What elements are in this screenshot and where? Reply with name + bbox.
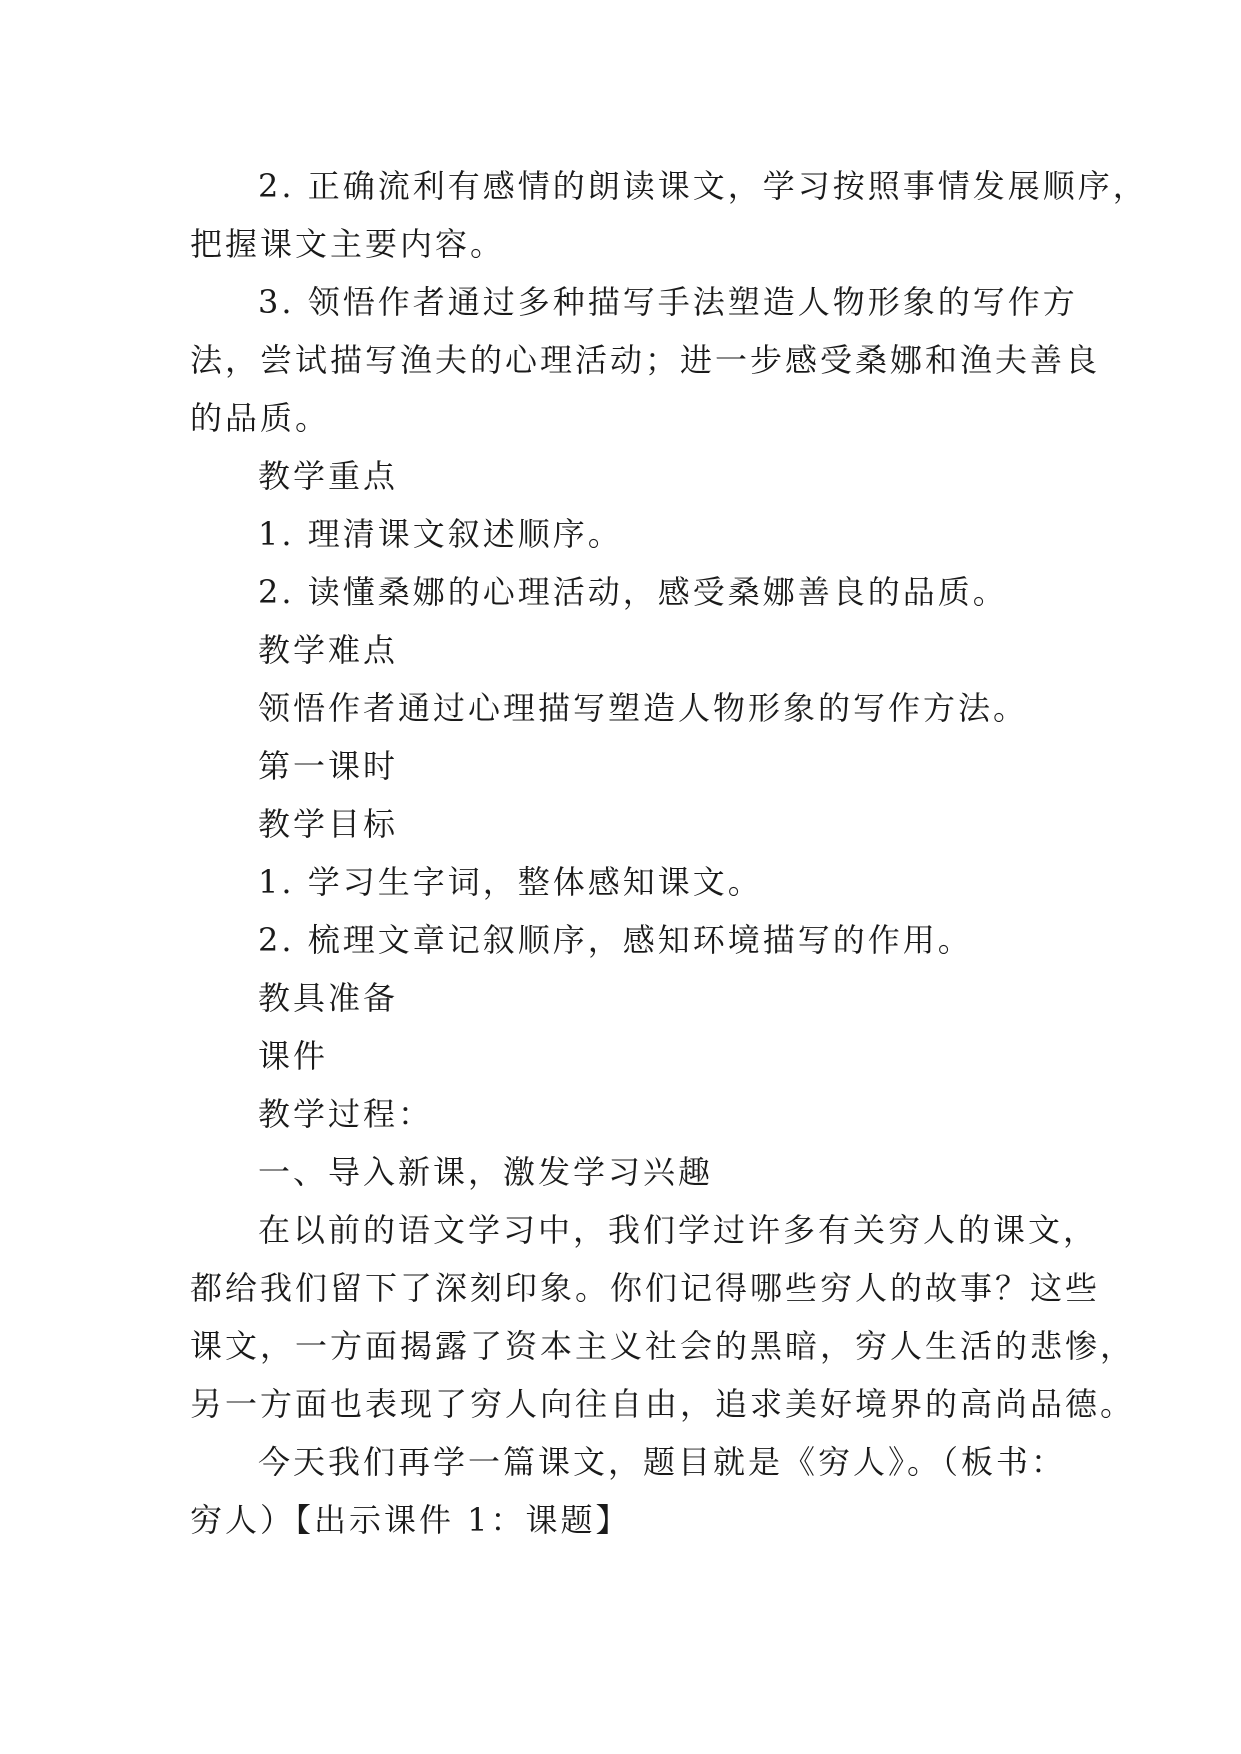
text-line: 1. 理清课文叙述顺序。 — [258, 515, 623, 553]
text-line: 领悟作者通过心理描写塑造人物形象的写作方法。 — [258, 689, 1029, 727]
text-line: 今天我们再学一篇课文，题目就是《穷人》。（板书： — [258, 1443, 1067, 1481]
section-heading: 第一课时 — [258, 747, 399, 785]
text-line: 2. 梳理文章记叙顺序，感知环境描写的作用。 — [258, 921, 973, 959]
text-line: 2. 正确流利有感情的朗读课文，学习按照事情发展顺序， — [258, 167, 1148, 205]
text-line: 课文，一方面揭露了资本主义社会的黑暗，穷人生活的悲惨， — [190, 1327, 1136, 1365]
section-heading: 教学过程： — [258, 1095, 434, 1133]
section-heading: 教学目标 — [258, 805, 399, 843]
section-heading: 教学重点 — [258, 457, 399, 495]
text-line: 课件 — [258, 1037, 329, 1075]
section-heading: 一、导入新课，激发学习兴趣 — [258, 1153, 714, 1191]
text-line: 的品质。 — [190, 399, 331, 437]
text-line: 在以前的语文学习中，我们学过许多有关穷人的课文， — [258, 1211, 1099, 1249]
text-line: 3. 领悟作者通过多种描写手法塑造人物形象的写作方 — [258, 283, 1078, 321]
text-line: 穷人）【出示课件 1：课题】 — [190, 1501, 631, 1539]
text-line: 2. 读懂桑娜的心理活动，感受桑娜善良的品质。 — [258, 573, 1008, 611]
text-line: 都给我们留下了深刻印象。你们记得哪些穷人的故事？这些 — [190, 1269, 1101, 1307]
section-heading: 教学难点 — [258, 631, 399, 669]
text-line: 把握课文主要内容。 — [190, 225, 506, 263]
section-heading: 教具准备 — [258, 979, 399, 1017]
text-line: 另一方面也表现了穷人向往自由，追求美好境界的高尚品德。 — [190, 1385, 1136, 1423]
text-line: 1. 学习生字词，整体感知课文。 — [258, 863, 763, 901]
text-line: 法，尝试描写渔夫的心理活动；进一步感受桑娜和渔夫善良 — [190, 341, 1101, 379]
